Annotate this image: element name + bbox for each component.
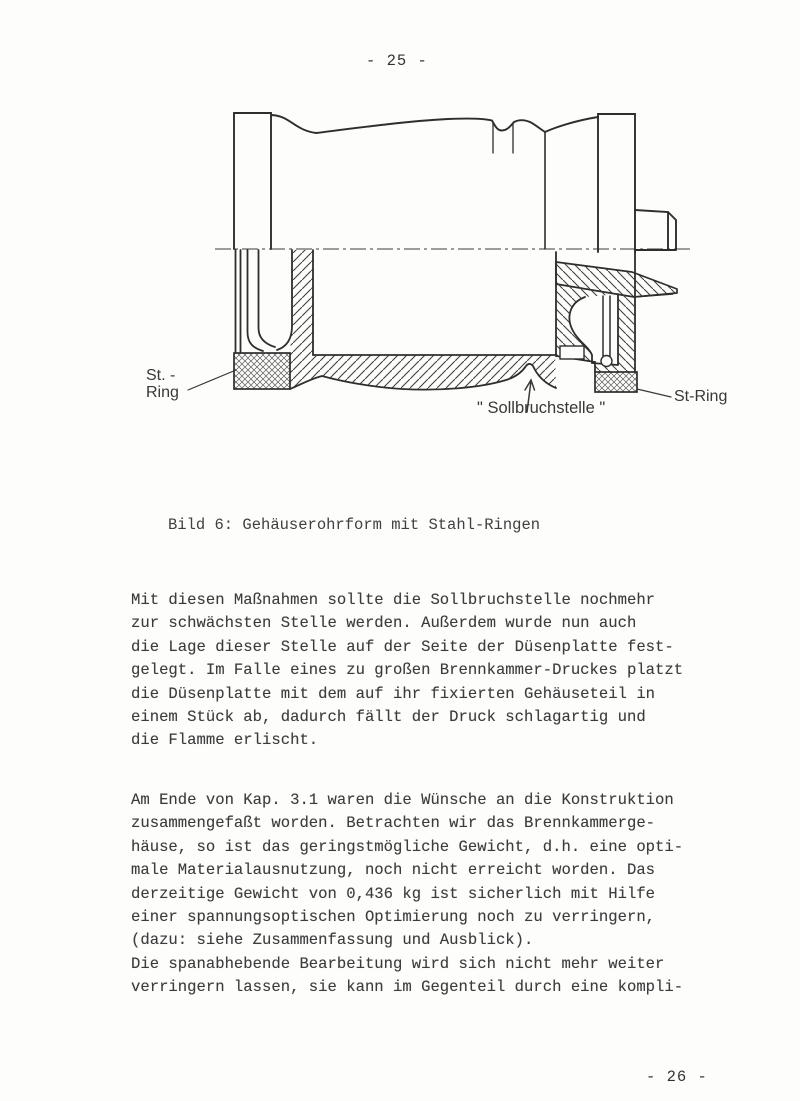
- section-wall-hatch: [290, 250, 556, 390]
- steel-ring-left-section: [234, 353, 290, 389]
- paragraph-2: [131, 789, 711, 1000]
- label-steel-ring-left-line1: St. -: [146, 367, 176, 384]
- text-line: (dazu: siehe Zusammenfassung und Ausblick).: [131, 931, 534, 950]
- paragraph-1: [131, 589, 711, 753]
- text-line: die Lage dieser Stelle auf der Seite der Düsenplatte fest-: [131, 637, 674, 656]
- figure-caption: Bild 6: Gehäuserohrform mit Stahl-Ringen: [168, 516, 541, 534]
- text-line: die Düsenplatte mit dem auf ihr fixierten Gehäuseteil in: [131, 684, 656, 703]
- label-steel-ring-right: St-Ring: [674, 388, 728, 405]
- outline-upper-half: [234, 113, 676, 252]
- page-number-top: - 25 -: [366, 52, 428, 70]
- figure-bild-6: [0, 0, 800, 470]
- text-line: Am Ende von Kap. 3.1 waren die Wünsche an die Konstruktion: [131, 791, 674, 809]
- text-line: einem Stück ab, dadurch fällt der Druck schlagartig und: [131, 708, 646, 727]
- label-steel-ring-left-line2: Ring: [146, 384, 179, 401]
- text-line: einer spannungsoptischen Optimierung noch zu verringern,: [131, 908, 656, 927]
- text-line: die Flamme erlischt.: [131, 731, 319, 750]
- label-sollbruchstelle: " Sollbruchstelle ": [477, 399, 606, 417]
- leader-steel-ring-right: [637, 389, 671, 397]
- text-line: gelegt. Im Falle eines zu großen Brennkammer-Druckes platzt: [131, 661, 684, 680]
- text-line: häuse, so ist das geringstmögliche Gewicht, d.h. eine opti-: [131, 837, 684, 856]
- section-lower-half: [234, 250, 677, 392]
- text-line: verringern lassen, sie kann im Gegenteil durch eine kompli-: [131, 978, 684, 997]
- text-line: Die spanabhebende Bearbeitung wird sich nicht mehr weiter: [131, 954, 665, 973]
- text-line: Mit diesen Maßnahmen sollte die Sollbruchstelle nochmehr: [131, 591, 656, 609]
- leader-steel-ring-left: [188, 370, 236, 390]
- text-line: zusammengefaßt worden. Betrachten wir das Brennkammerge-: [131, 814, 656, 833]
- page-number-bottom: - 26 -: [646, 1068, 708, 1086]
- text-line: derzeitige Gewicht von 0,436 kg ist sicherlich mit Hilfe: [131, 884, 656, 903]
- text-line: zur schwächsten Stelle werden. Außerdem wurde nun auch: [131, 614, 637, 633]
- text-line: male Materialausnutzung, noch nicht erreicht worden. Das: [131, 861, 656, 880]
- label-steel-ring-left: [146, 367, 179, 401]
- steel-ring-right-section: [595, 372, 637, 392]
- technical-drawing: [140, 100, 750, 445]
